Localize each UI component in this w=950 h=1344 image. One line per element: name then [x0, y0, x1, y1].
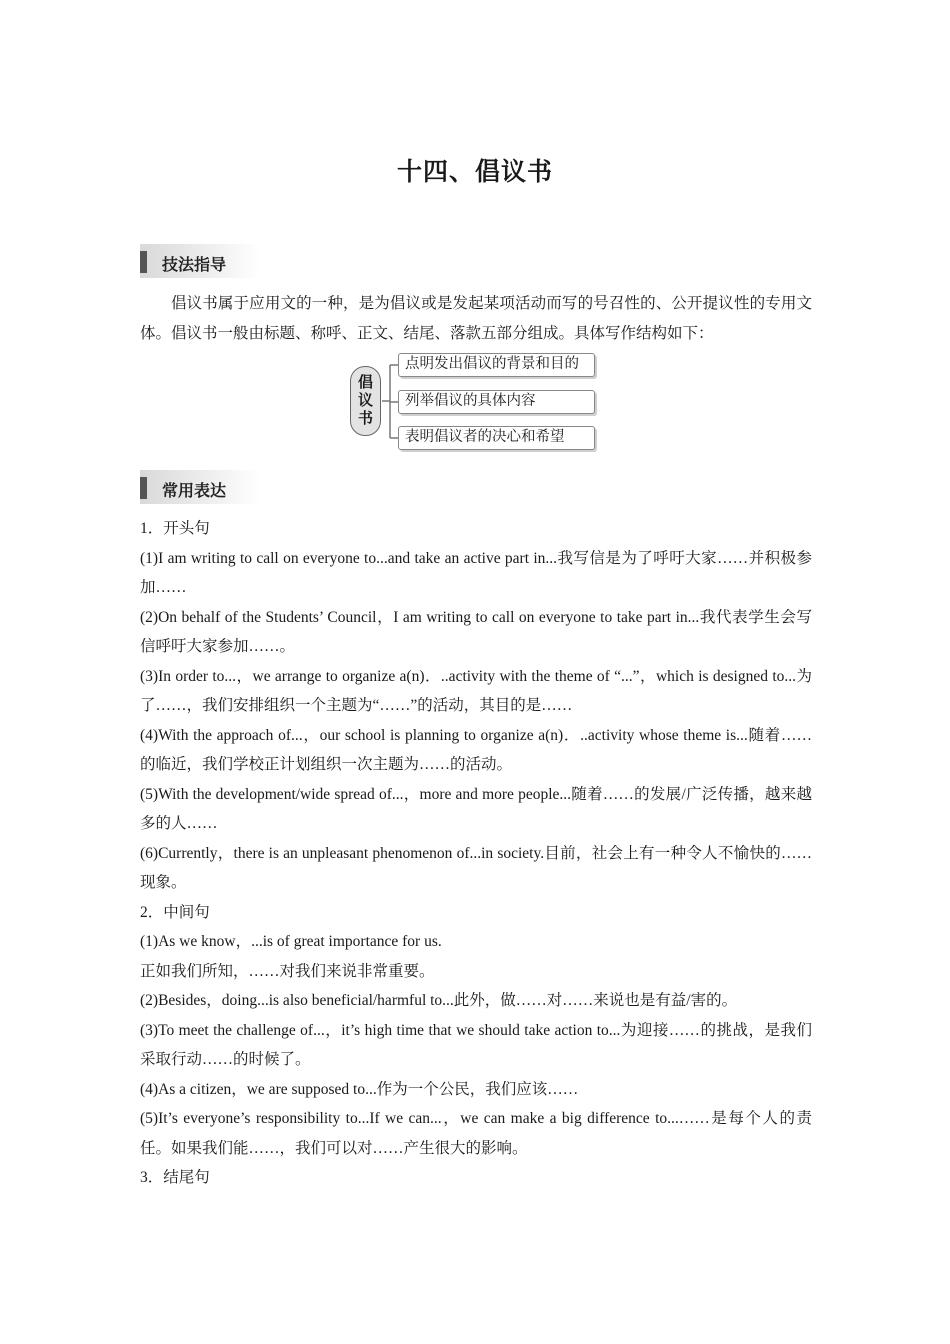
diagram-branch: 列举倡议的具体内容: [398, 390, 595, 414]
list-item: (5)It’s everyone’s responsibility to...If we can...，we can make a big difference to...……是每个人的责任。如果我们能……，我们可以对……产生很大的影响。: [140, 1110, 812, 1157]
root-char: 倡: [357, 373, 373, 391]
intro-paragraph: [140, 289, 812, 348]
diagram-branch: 表明倡议者的决心和希望: [398, 426, 595, 450]
root-char: 书: [357, 409, 373, 427]
list-item: (3)To meet the challenge of...，it’s high time that we should take action to...为迎接……的挑战，是我们采取行动……的时候了。: [140, 1021, 812, 1068]
list-item: (2)On behalf of the Students’ Council，I am writing to call on everyone to take part in...我代表学生会写信呼吁大家参加……。: [140, 608, 812, 655]
root-char: 议: [357, 391, 373, 409]
list-item: (1)I am writing to call on everyone to...and take an active part in...我写信是为了呼吁大家……并积极参加……: [140, 549, 812, 596]
list-item: (5)With the development/wide spread of...，more and more people...随着……的发展/广泛传播，越来越多的人……: [140, 785, 812, 832]
list-item: (6)Currently，there is an unpleasant phenomenon of...in society.目前，社会上有一种令人不愉快的……现象。: [140, 844, 812, 891]
diagram-branch: 点明发出倡议的背景和目的: [398, 353, 595, 377]
section-label: 常用表达: [162, 481, 227, 500]
list-item: (3)In order to...，we arrange to organize a(n)．..activity with the theme of “...”，which is designed to...为了……，我们安排组织一个主题为“……”的活动，其目的是……: [140, 667, 812, 714]
section-marker: [140, 477, 147, 499]
structure-diagram: [350, 352, 600, 454]
expressions-body: [140, 514, 812, 1193]
section-label: 技法指导: [162, 255, 227, 274]
section-tag-expressions: [140, 470, 260, 504]
diagram-root: [350, 366, 381, 436]
list-item-translation: 正如我们所知，……对我们来说非常重要。: [140, 962, 435, 980]
section-marker: [140, 251, 147, 273]
list-item: (4)As a citizen，we are supposed to...作为一个公民，我们应该……: [140, 1080, 579, 1098]
list-item: (4)With the approach of...，our school is planning to organize a(n)．..activity whose theme is...随着……的临近，我们学校正计划组织一次主题为……的活动。: [140, 726, 812, 773]
list-item: (1)As we know，...is of great importance for us.: [140, 933, 442, 950]
list-item: (2)Besides，doing...is also beneficial/harmful to...此外，做……对……来说也是有益/害的。: [140, 992, 738, 1009]
group-heading: 2．中间句: [140, 903, 210, 921]
intro-text: 倡议书属于应用文的一种，是为倡议或是发起某项活动而写的号召性的、公开提议性的专用文体。倡议书一般由标题、称呼、正文、结尾、落款五部分组成。具体写作结构如下：: [140, 295, 812, 342]
page-title: 十四、倡议书: [396, 157, 553, 186]
group-heading: 1．开头句: [140, 520, 210, 537]
group-heading: 3．结尾句: [140, 1169, 210, 1186]
section-tag-guide: [140, 244, 260, 278]
